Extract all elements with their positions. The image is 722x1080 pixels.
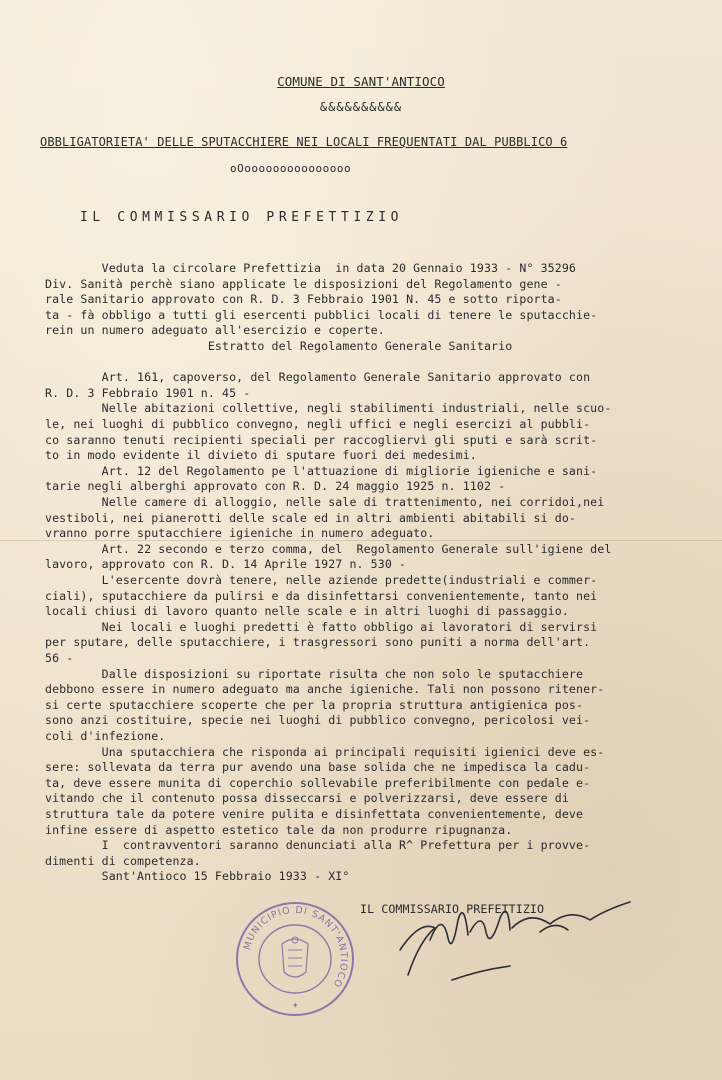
body-line: locali chiusi di lavoro quanto nelle scale e in altri luoghi di passaggio. [45,604,569,619]
body-line: rein un numero adeguato all'esercizio e coperte. [45,323,385,338]
body-line: lavoro, approvato con R. D. 14 Aprile 1927 n. 530 - [45,557,407,572]
body-line: coli d'infezione. [45,729,166,743]
body-line: vitando che il contenuto possa disseccarsi e polverizzarsi, deve essere di [45,791,569,806]
body-line: tarie negli alberghi approvato con R. D. 24 maggio 1925 n. 1102 - [45,479,506,494]
body-line: infine essere di aspetto estetico tale da non produrre ripugnanza. [45,822,513,837]
body-line: R. D. 3 Febbraio 1901 n. 45 - [45,385,251,400]
municipal-stamp [234,900,356,1018]
body-line: 56 - [45,651,74,665]
body-line: Veduta la circolare Prefettizia in data 20 Gennaio 1933 - N° 35296 [45,261,577,275]
signature-title: IL COMMISSARIO PREFETTIZIO [360,902,545,916]
body-line: Nelle abitazioni collettive, negli stabilimenti industriali, nelle scuo- [45,401,612,416]
body-line: Div. Sanità perchè siano applicate le disposizioni del Regolamento gene - [45,276,562,291]
body-line: Art. 22 secondo e terzo comma, del Regolamento Generale sull'igiene del [45,541,612,556]
body-line: Art. 12 del Regolamento pe l'attuazione di migliorie igieniche e sani- [45,463,598,478]
body-line: vranno porre sputacchiere igieniche in numero adeguato. [45,526,435,541]
body-line: ciali), sputacchiere da pulirsi e da disinfettarsi convenientemente, tanto nei [45,588,598,603]
body-line: Nei locali e luoghi predetti è fatto obbligo ai lavoratori di servirsi [45,619,598,634]
body-line: vestiboli, nei pianerotti delle scale ed in altri ambienti abitabili si do- [45,510,577,525]
ornament-bottom: oOooooooooooooooo [230,162,352,175]
body-line: Dalle disposizioni su riportate risulta che non solo le sputacchiere [45,666,584,681]
body-line: co saranno tenuti recipienti speciali per raccogliervì gli sputi e sarà scrit- [45,432,598,447]
issuer-heading: IL COMMISSARIO PREFETTIZIO [80,210,404,225]
body-line: rale Sanitario approvato con R. D. 3 Febbraio 1901 N. 45 e sotto riporta- [45,292,562,307]
body-line: Nelle camere di alloggio, nelle sale di trattenimento, nei corridoi,nei [45,495,605,509]
body-line: le, nei luoghi di pubblico convegno, negli uffici e negli esercizi al pubbli- [45,417,591,431]
ornament-top: &&&&&&&&&& [319,100,403,114]
body-line: debbono essere in numero adeguato ma anche igieniche. Tali non possono ritener- [45,682,605,697]
body-line: si certe sputacchiere scoperte che per la propria struttura antigienica pos- [45,697,584,712]
subject-title: OBBLIGATORIETA' DELLE SPUTACCHIERE NEI LOCALI FREQUENTATI DAL PUBBLICO 6 [40,135,568,149]
body-line: dimenti di competenza. [45,853,201,868]
body-line: struttura tale da potere venire pulita e disinfettata convenientemente, deve [45,807,584,821]
body-line: sono anzi costituire, specie nei luoghi di pubblico convegno, pericolosi vei- [45,713,591,728]
body-line: Sant'Antioco 15 Febbraio 1933 - XI° [45,869,350,884]
body-line: I contravventori saranno denunciati alla R^ Prefettura per i provve- [45,838,591,853]
body-line: to in modo evidente il divieto di sputare fuori dei medesimi. [45,448,477,463]
handwritten-signature [390,880,640,990]
stamp-text: MUNICIPIO DI SANT'ANTIOCO [241,904,350,990]
body-line: Una sputacchiera che risponda ai principali requisiti igienici deve es- [45,744,605,759]
body-line: ta - fà obbligo a tutti gli esercenti pubblici locali di tenere le sputacchie- [45,307,598,322]
body-line: sere: sollevata da terra pur avendo una base solida che ne impedisca la cadu- [45,760,591,775]
body-line: Estratto del Regolamento Generale Sanitario [45,339,513,353]
body-line: per sputare, delle sputacchiere, i trasgressori sono puniti a norma dell'art. [45,635,591,650]
body-line: Art. 161, capoverso, del Regolamento Generale Sanitario approvato con [45,370,591,385]
body-line: L'esercente dovrà tenere, nelle aziende predette(industriali e commer- [45,573,598,587]
svg-text:✦: ✦ [292,1001,299,1010]
body-line: ta, deve essere munita di coperchio sollevabile preferibilmente con pedale e- [45,775,591,790]
municipality-title: COMUNE DI SANT'ANTIOCO [277,74,445,89]
